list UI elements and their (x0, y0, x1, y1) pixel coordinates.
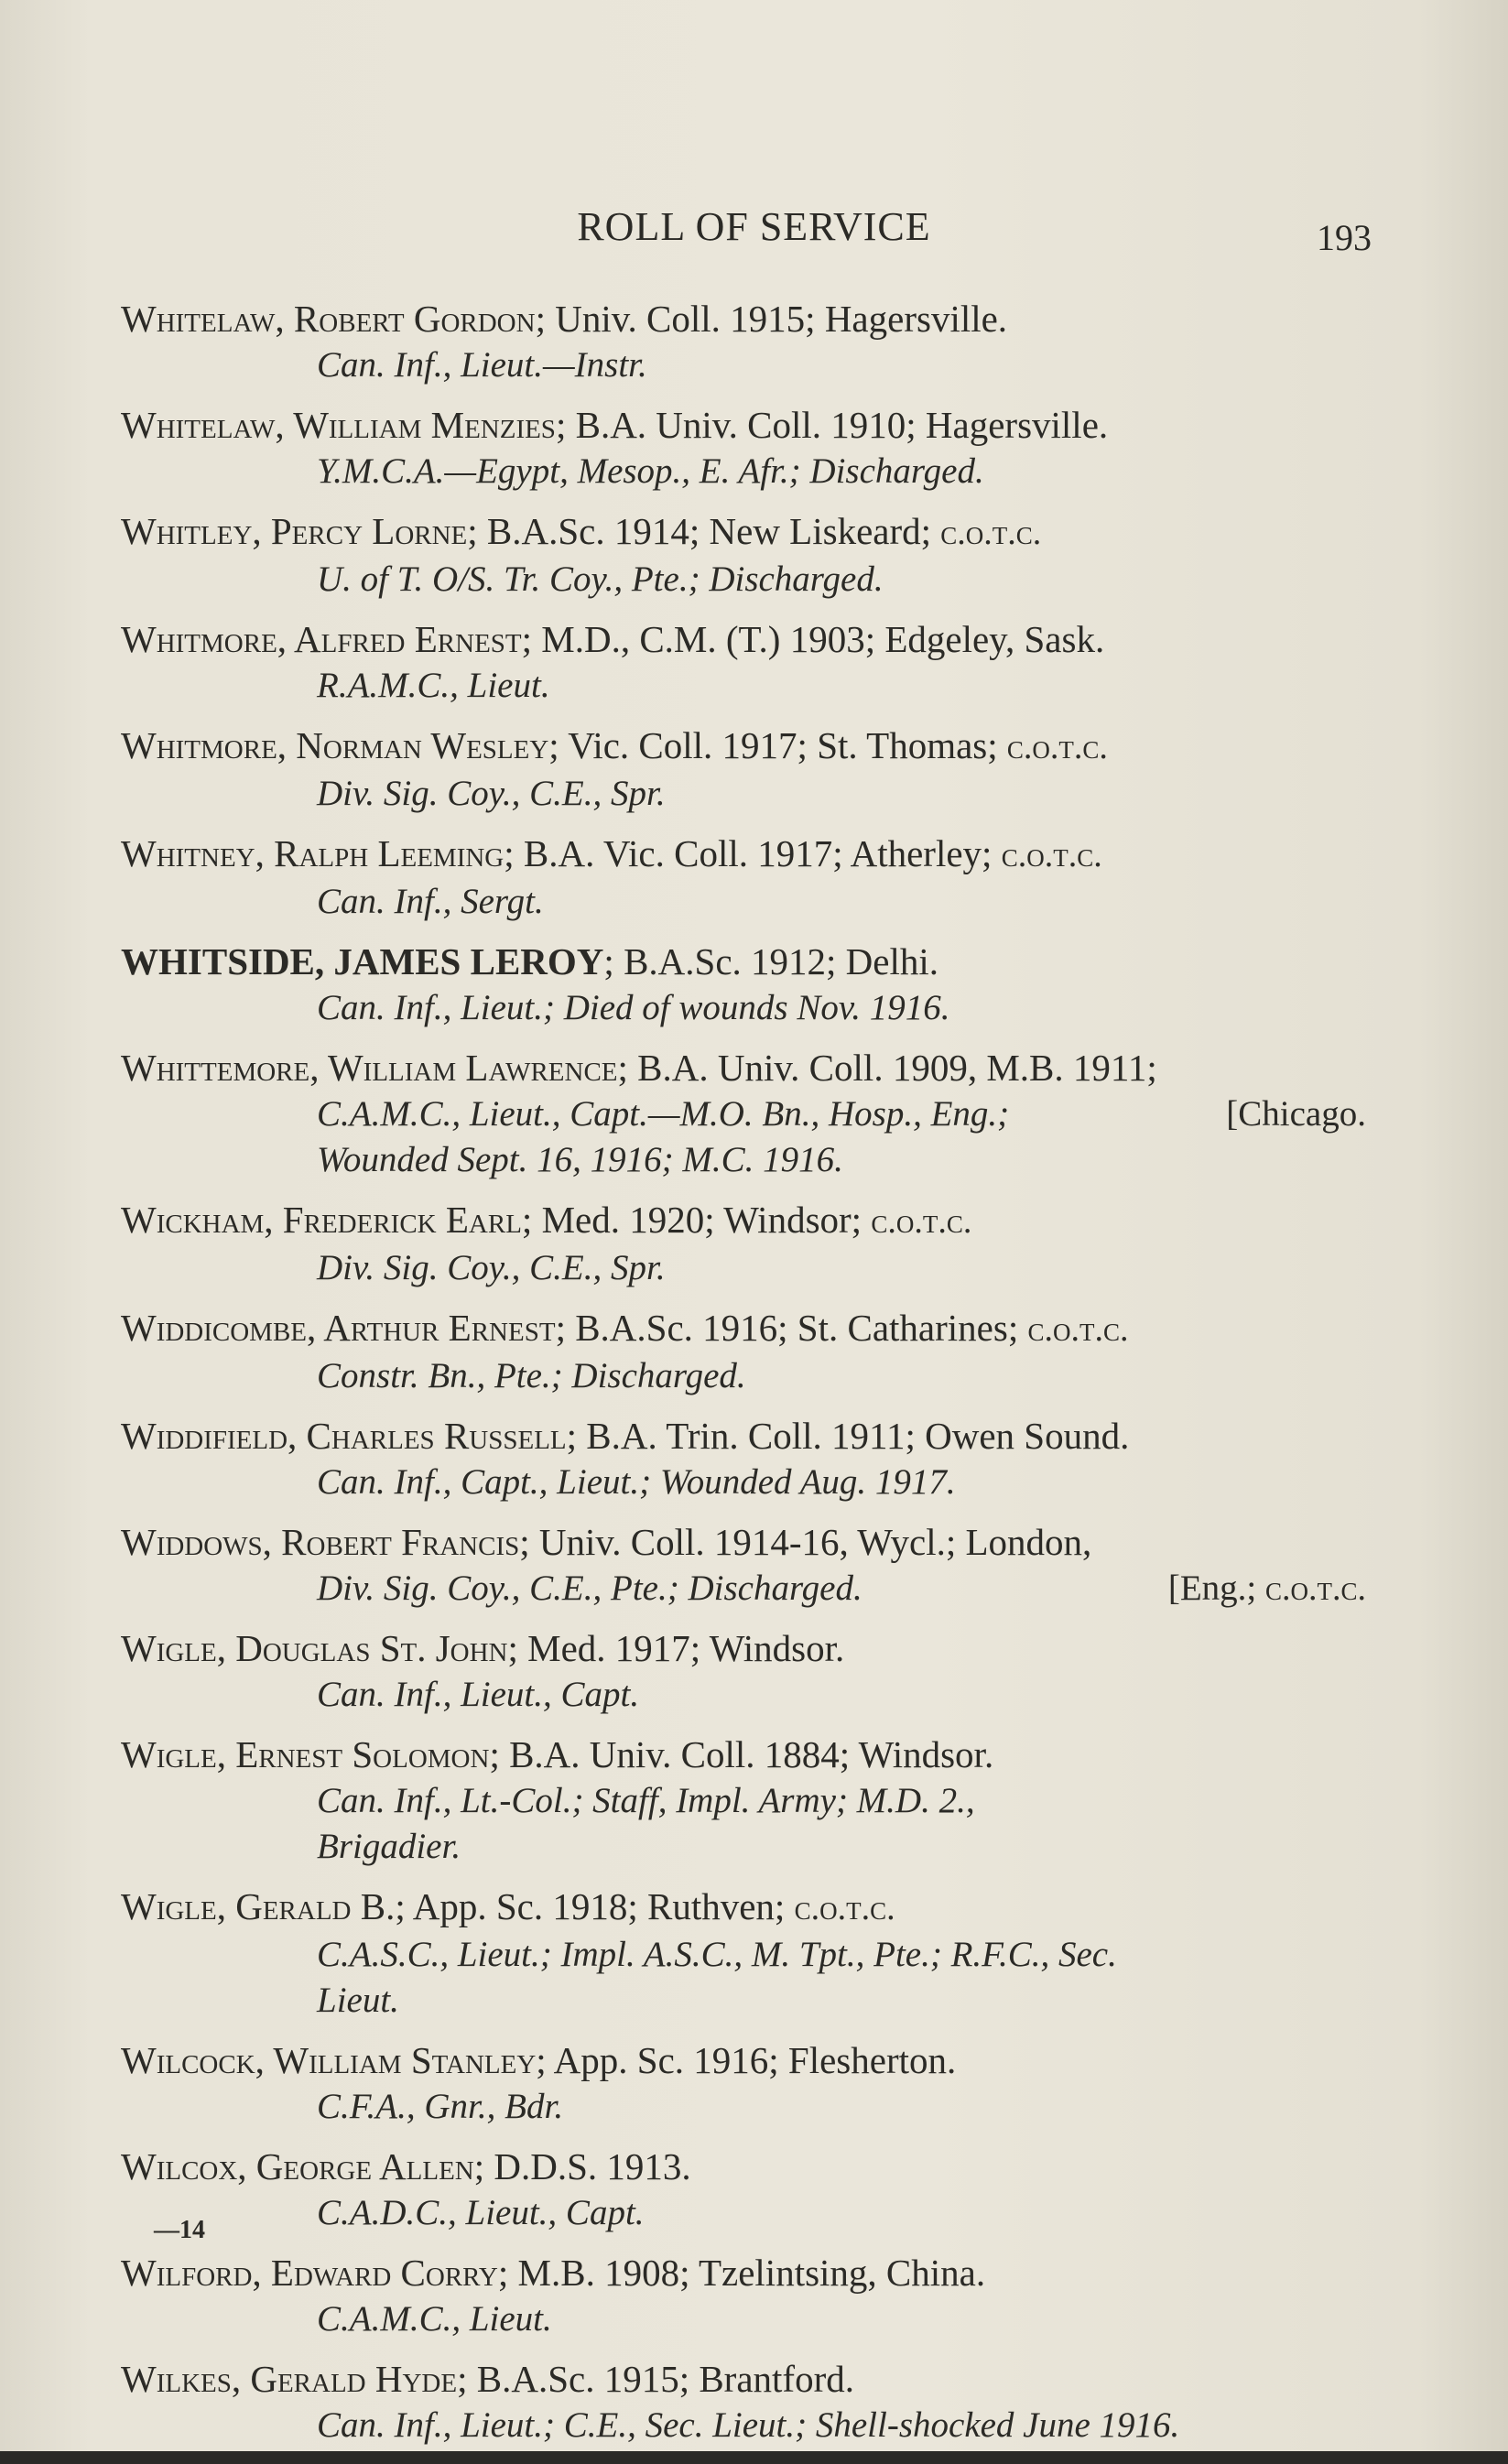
entry-service: Can. Inf., Lieut., Capt. (317, 1675, 640, 1714)
entry-name: Wilcox, George Allen (121, 2145, 474, 2187)
entry-service: Can. Inf., Lieut.; C.E., Sec. Lieut.; Shell-shocked June 1916. (317, 2405, 1180, 2445)
entry-name: Widdifield, Charles Russell (121, 1415, 567, 1457)
entry-name: Wigle, Douglas St. John (121, 1627, 508, 1669)
entry-name: Wickham, Frederick Earl (121, 1199, 522, 1241)
entry-name: Whitley, Percy Lorne (121, 510, 468, 552)
entry-details: ; Vic. Coll. 1917; St. Thomas; (548, 724, 998, 766)
entry-details: ; D.D.S. 1913. (473, 2145, 691, 2187)
entry-name: Widdicombe, Arthur Ernest (121, 1307, 556, 1349)
entry-name: Wigle, Gerald B. (121, 1885, 396, 1927)
entry-service: Y.M.C.A.—Egypt, Mesop., E. Afr.; Discharged. (317, 451, 984, 491)
entry-name: WHITSIDE, JAMES LEROY (121, 940, 604, 982)
entry (121, 1196, 1366, 1291)
entry (121, 2355, 1366, 2448)
entry-service: Can. Inf., Lieut.—Instr. (317, 345, 647, 385)
entry (121, 938, 1366, 1031)
entry-name: Whittemore, William Lawrence (121, 1047, 618, 1089)
entry-name: Whitney, Ralph Leeming (121, 832, 504, 874)
entry-service: Constr. Bn., Pte.; Discharged. (317, 1356, 746, 1395)
entry-details: ; Med. 1917; Windsor. (507, 1627, 845, 1669)
entry (121, 1624, 1366, 1718)
entry-otc: c.o.t.c. (1006, 728, 1108, 766)
entry-details: ; B.A. Trin. Coll. 1911; Owen Sound. (566, 1415, 1130, 1457)
entry (121, 722, 1366, 817)
entry-name: Widdows, Robert Francis (121, 1521, 520, 1563)
entry-otc: c.o.t.c. (940, 514, 1042, 552)
entry-service: Can. Inf., Capt., Lieut.; Wounded Aug. 1917. (317, 1462, 956, 1502)
entry-service: U. of T. O/S. Tr. Coy., Pte.; Discharged. (317, 559, 884, 599)
entry-service-continued: Lieut. (317, 1981, 399, 2020)
entry-name: Wigle, Ernest Solomon (121, 1733, 490, 1775)
entry-service: C.A.M.C., Lieut. (317, 2299, 552, 2339)
entry-list (121, 295, 1366, 2461)
entry-service: Div. Sig. Coy., C.E., Spr. (317, 1248, 666, 1287)
entry (121, 1044, 1366, 1183)
entry-details: ; App. Sc. 1918; Ruthven; (395, 1885, 786, 1927)
entry (121, 615, 1366, 709)
entry-name: Whitelaw, William Menzies (121, 404, 556, 446)
entry-service: C.A.M.C., Lieut., Capt.—M.O. Bn., Hosp., Eng.; (317, 1094, 1010, 1134)
entry-details: ; B.A. Univ. Coll. 1910; Hagersville. (555, 404, 1109, 446)
entry-details: ; B.A.Sc. 1912; Delhi. (603, 940, 938, 982)
entry-details: ; B.A.Sc. 1915; Brantford. (457, 2358, 854, 2400)
entry-otc: c.o.t.c. (794, 1889, 895, 1927)
entry (121, 1731, 1366, 1870)
entry (121, 2249, 1366, 2342)
entry (121, 2036, 1366, 2130)
entry-name: Wilford, Edward Corry (121, 2252, 498, 2294)
entry (121, 295, 1366, 388)
entry-service: Can. Inf., Sergt. (317, 882, 544, 921)
entry-details: ; Univ. Coll. 1914-16, Wycl.; London, (519, 1521, 1092, 1563)
entry (121, 1883, 1366, 2024)
entry-details: ; Med. 1920; Windsor; (521, 1199, 862, 1241)
entry-service-right: [Eng.; (1167, 1568, 1257, 1608)
entry-otc: c.o.t.c. (871, 1202, 972, 1241)
entry (121, 401, 1366, 494)
entry-details: ; B.A. Univ. Coll. 1884; Windsor. (489, 1733, 994, 1775)
entry-details: ; B.A. Vic. Coll. 1917; Atherley; (504, 832, 993, 874)
entry (121, 1412, 1366, 1505)
page-number: 193 (1317, 217, 1372, 258)
entry-name: Wilcock, William Stanley (121, 2039, 537, 2081)
entry-service: C.F.A., Gnr., Bdr. (317, 2087, 564, 2126)
entry-name: Whitelaw, Robert Gordon (121, 298, 536, 340)
entry-details: ; B.A.Sc. 1916; St. Catharines; (555, 1307, 1019, 1349)
entry-details: ; Univ. Coll. 1915; Hagersville. (535, 298, 1008, 340)
entry (121, 507, 1366, 602)
entry-service-continued: Wounded Sept. 16, 1916; M.C. 1916. (317, 1140, 843, 1179)
entry-service: C.A.D.C., Lieut., Capt. (317, 2193, 645, 2232)
entry-service: Can. Inf., Lt.-Col.; Staff, Impl. Army; M.D. 2., (317, 1781, 975, 1820)
entry-service: C.A.S.C., Lieut.; Impl. A.S.C., M. Tpt., Pte.; R.F.C., Sec. (317, 1935, 1117, 1974)
entry-otc: c.o.t.c. (1027, 1310, 1129, 1349)
entry-otc: c.o.t.c. (1001, 836, 1102, 874)
entry-service: Div. Sig. Coy., C.E., Spr. (317, 774, 666, 813)
entry (121, 1518, 1366, 1612)
entry-details: ; B.A.Sc. 1914; New Liskeard; (467, 510, 932, 552)
entry-details: ; App. Sc. 1916; Flesherton. (536, 2039, 957, 2081)
entry-service: Can. Inf., Lieut.; Died of wounds Nov. 1916. (317, 988, 950, 1027)
entry-service: Div. Sig. Coy., C.E., Pte.; Discharged. (317, 1568, 862, 1608)
running-head: ROLL OF SERVICE (577, 204, 931, 249)
entry-service-right: [Chicago. (1226, 1094, 1366, 1134)
signature-mark: —14 (154, 2216, 205, 2244)
entry-details: ; B.A. Univ. Coll. 1909, M.B. 1911; (617, 1047, 1157, 1089)
entry-details: ; M.D., C.M. (T.) 1903; Edgeley, Sask. (521, 618, 1105, 660)
entry-details: ; M.B. 1908; Tzelintsing, China. (497, 2252, 986, 2294)
entry-name: Whitmore, Alfred Ernest (121, 618, 522, 660)
entry (121, 2143, 1366, 2236)
entry-name: Wilkes, Gerald Hyde (121, 2358, 458, 2400)
entry-service-continued: Brigadier. (317, 1827, 461, 1866)
entry-service: R.A.M.C., Lieut. (317, 666, 550, 705)
entry-name: Whitmore, Norman Wesley (121, 724, 549, 766)
entry (121, 1304, 1366, 1399)
entry-otc: c.o.t.c. (1264, 1569, 1366, 1608)
entry (121, 830, 1366, 925)
